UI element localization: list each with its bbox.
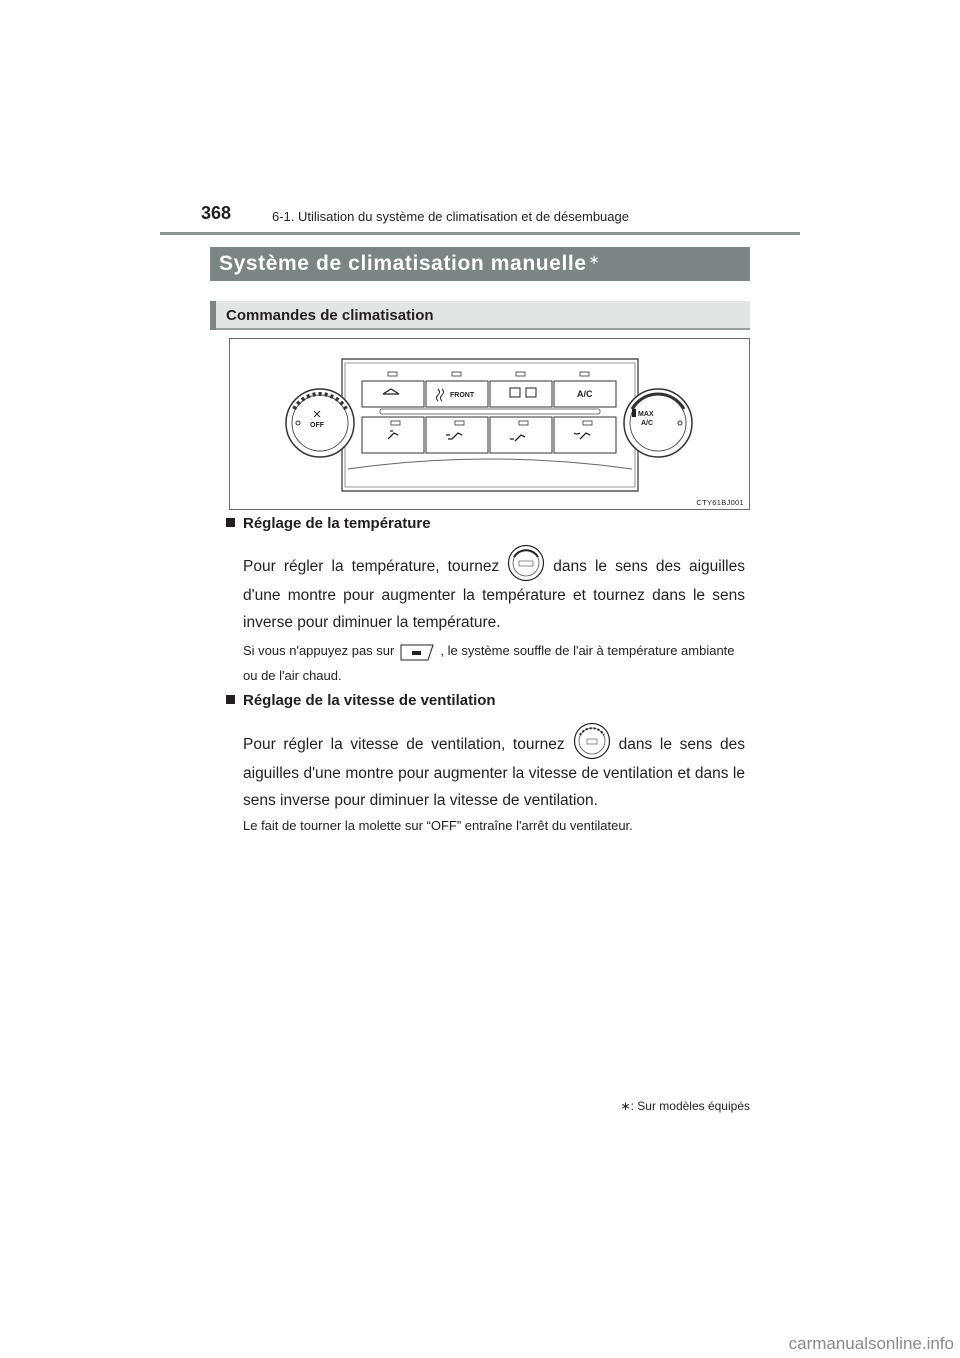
temperature-heading-text: Réglage de la température — [243, 515, 431, 532]
section-marker: ∗ — [588, 252, 601, 267]
temperature-note-after: , le système souffle de l'air à température ambiante ou de l'air chaud. — [243, 643, 735, 683]
fan-para-after: dans le sens des aiguilles d'une montre pour augmenter la vitesse de ventilation et dans le sens inverse pour diminuer la vitesse de ventilation. — [243, 736, 746, 809]
fan-paragraph — [243, 730, 745, 814]
right-knob-label-1: MAX — [638, 411, 654, 418]
subsection-bar — [210, 301, 750, 330]
right-knob-label-2: A/C — [641, 420, 654, 427]
fan-knob-icon — [573, 722, 611, 760]
bullet-square — [226, 695, 235, 704]
footnote-text: : Sur modèles équipés — [630, 1099, 750, 1113]
temperature-knob-icon — [507, 544, 545, 582]
fan-note: Le fait de tourner la molette sur “OFF” entraîne l'arrêt du ventilateur. — [243, 818, 633, 833]
climate-panel-figure — [229, 338, 750, 510]
chapter-title: 6-1. Utilisation du système de climatisation et de désembuage — [272, 209, 629, 224]
temperature-paragraph — [243, 552, 745, 636]
footnote-marker: ∗ — [620, 1099, 631, 1113]
subsection-accent — [210, 301, 216, 330]
climate-panel-illustration — [230, 339, 749, 509]
fan-heading-text: Réglage de la vitesse de ventilation — [243, 692, 496, 709]
temperature-heading — [226, 515, 431, 532]
header-rule — [160, 232, 800, 235]
footnote — [621, 1099, 750, 1113]
subsection-title: Commandes de climatisation — [226, 307, 434, 324]
ac-button-icon — [400, 642, 434, 662]
temperature-para-after: dans le sens des aiguilles d'une montre pour augmenter la température et tournez dans le sens inverse pour diminuer la température. — [243, 558, 745, 631]
front-button-label: FRONT — [450, 392, 475, 399]
section-title-wrap — [219, 252, 600, 276]
section-banner — [210, 247, 750, 281]
temperature-note — [243, 638, 745, 688]
left-knob-label: OFF — [310, 422, 324, 429]
fan-heading — [226, 692, 496, 709]
ac-button-label: A/C — [577, 389, 593, 399]
temperature-note-before: Si vous n'appuyez pas sur — [243, 643, 395, 658]
temperature-para-before: Pour régler la température, tournez — [243, 558, 500, 576]
watermark: carmanualsonline.info — [788, 1334, 954, 1353]
figure-code: CTY61BJ001 — [696, 498, 744, 507]
fan-para-before: Pour régler la vitesse de ventilation, tournez — [243, 736, 565, 754]
bullet-square — [226, 518, 235, 527]
page-number: 368 — [201, 203, 232, 223]
section-title: Système de climatisation manuelle — [219, 252, 587, 275]
